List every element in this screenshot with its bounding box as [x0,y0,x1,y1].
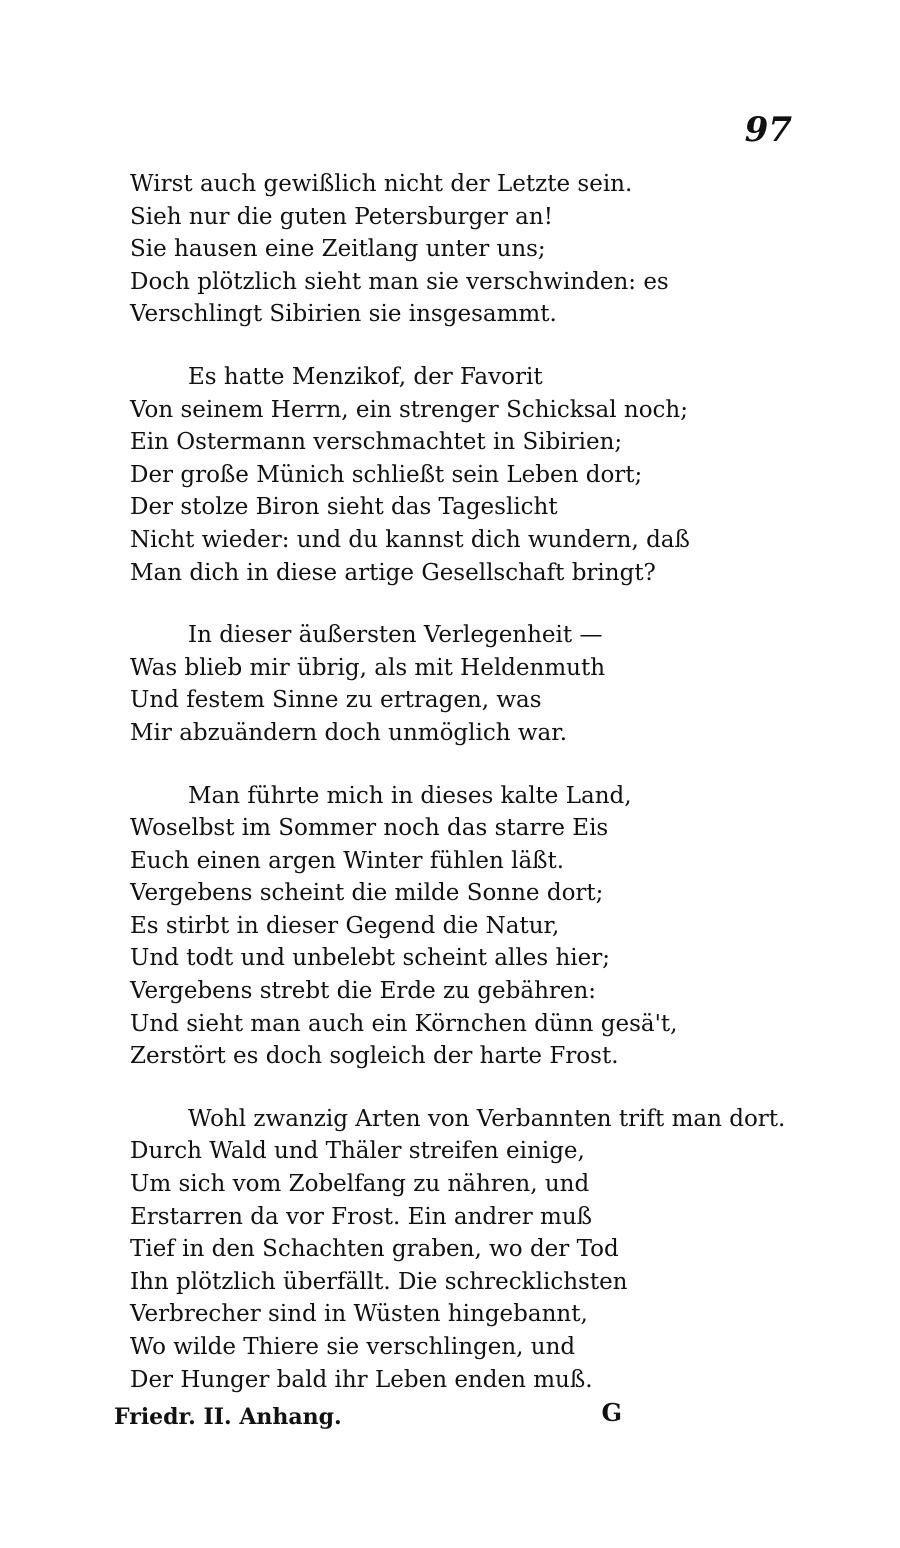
poem-line: Euch einen argen Winter fühlen läßt. [130,847,565,874]
poem-line: Wohl zwanzig Arten von Verbannten trift man dort. [188,1105,786,1132]
poem-line: Vergebens scheint die milde Sonne dort; [130,880,604,907]
poem-line: Nicht wieder: und du kannst dich wundern, daß [130,526,690,553]
poem-line: Und sieht man auch ein Körnchen dünn gesä't, [130,1010,678,1037]
poem-line: Durch Wald und Thäler streifen einige, [130,1138,585,1165]
poem-line: Zerstört es doch sogleich der harte Frost. [130,1043,619,1070]
page-footer [114,1398,634,1430]
poem-line: Man führte mich in dieses kalte Land, [188,782,632,809]
poem-line: Der große Münich schließt sein Leben dort; [130,461,643,488]
poem-line: Mir abzuändern doch unmöglich war. [130,719,568,746]
stanza-4 [130,780,810,1073]
stanza-1 [130,168,810,331]
poem-line: Woselbst im Sommer noch das starre Eis [130,815,609,842]
poem-line: Tief in den Schachten graben, wo der Tod [130,1236,619,1263]
poem-line: Von seinem Herrn, ein strenger Schicksal noch; [130,396,688,423]
poem-line: Ein Ostermann verschmachtet in Sibirien; [130,429,623,456]
stanza-2 [130,361,810,589]
poem-line: Der stolze Biron sieht das Tageslicht [130,494,558,521]
source-note: Friedr. II. Anhang. [114,1404,342,1430]
stanza-3 [130,619,810,749]
page-number: 97 [744,110,792,150]
poem-text [130,168,810,1426]
poem-line: Sie hausen eine Zeitlang unter uns; [130,236,546,263]
poem-line: Der Hunger bald ihr Leben enden muß. [130,1366,593,1393]
poem-line: Was blieb mir übrig, als mit Heldenmuth [130,654,606,681]
poem-line: Erstarren da vor Frost. Ein andrer muß [130,1203,593,1230]
poem-line: Und todt und unbelebt scheint alles hier; [130,945,610,972]
poem-line: Vergebens strebt die Erde zu gebähren: [130,978,597,1005]
poem-line: Verbrecher sind in Wüsten hingebannt, [130,1301,588,1328]
poem-line: Wirst auch gewißlich nicht der Letzte sein. [130,171,633,197]
poem-line: Doch plötzlich sieht man sie verschwinden: es [130,268,669,295]
poem-line: Wo wilde Thiere sie verschlingen, und [130,1334,576,1360]
poem-line: Ihn plötzlich überfällt. Die schrecklichsten [130,1268,628,1295]
poem-line: In dieser äußersten Verlegenheit — [188,622,603,649]
poem-line: Sieh nur die guten Petersburger an! [130,203,553,230]
poem-line: Es stirbt in dieser Gegend die Natur, [130,912,560,939]
poem-line: Verschlingt Sibirien sie insgesammt. [130,301,557,328]
signature-mark: G [601,1398,622,1427]
poem-line: Um sich vom Zobelfang zu nähren, und [130,1171,590,1198]
poem-line: Man dich in diese artige Gesellschaft bringt? [130,559,656,586]
poem-line: Und festem Sinne zu ertragen, was [130,687,542,714]
poem-line: Es hatte Menzikof, der Favorit [188,363,543,390]
stanza-5 [130,1103,810,1396]
